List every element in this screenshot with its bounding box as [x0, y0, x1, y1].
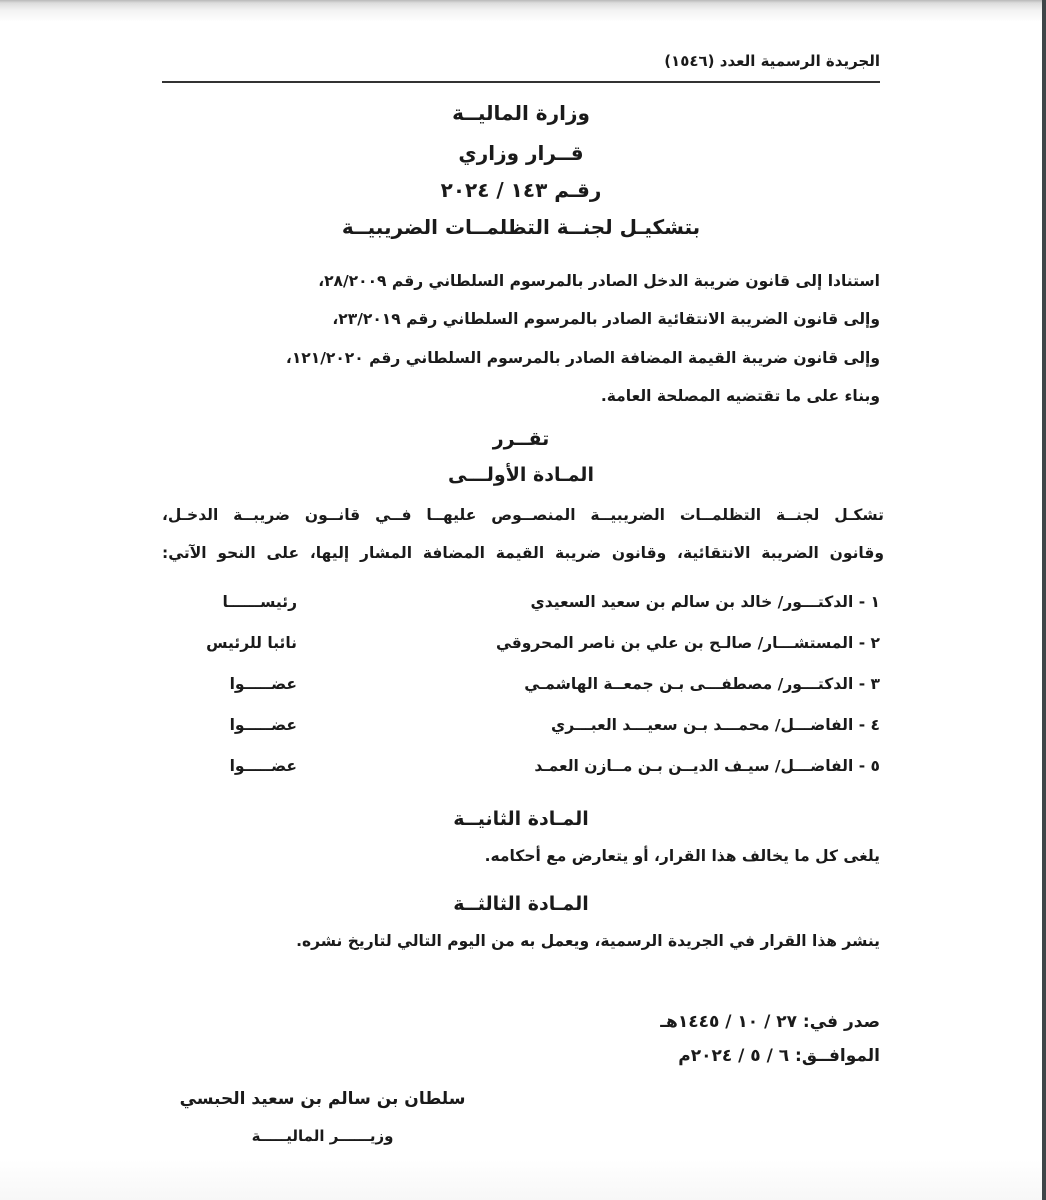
- member-name: ٥ - الفاضـــل/ سيـف الديــن بـن مــازن العمـد: [534, 757, 880, 775]
- signatory-title: وزيــــــر الماليـــــة: [251, 1127, 394, 1145]
- member-name: ١ - الدكتـــور/ خالد بن سالم بن سعيد السعيدي: [530, 593, 880, 611]
- decision-subject: بتشكيـل لجنــة التظلمــات الضريبيــة: [341, 215, 701, 239]
- decision-type: قــرار وزاري: [458, 141, 584, 165]
- article-2-text: يلغى كل ما يخالف هذا القرار، أو يتعارض مع أحكامه.: [484, 847, 880, 865]
- header-divider: [162, 81, 880, 83]
- article-1-title: المـادة الأولـــى: [448, 464, 594, 486]
- decides-heading: تقــرر: [492, 428, 550, 450]
- member-role: رئيســــــا: [222, 593, 297, 611]
- article-3-title: المـادة الثالثــة: [453, 893, 589, 915]
- article-3-text: ينشر هذا القرار في الجريدة الرسمية، ويعمل به من اليوم التالي لتاريخ نشره.: [296, 932, 880, 950]
- decision-number: رقـم ١٤٣ / ٢٠٢٤: [440, 178, 602, 202]
- preamble-line: استنادا إلى قانون ضريبة الدخل الصادر بالمرسوم السلطاني رقم ٢٨/٢٠٠٩،: [318, 272, 880, 290]
- preamble-line: وإلى قانون الضريبة الانتقائية الصادر بالمرسوم السلطاني رقم ٢٣/٢٠١٩،: [332, 310, 880, 328]
- ministry-title: وزارة الماليــة: [452, 101, 590, 125]
- member-name: ٤ - الفاضـــل/ محمـــد بـن سعيـــد العبـــري: [551, 716, 880, 734]
- issued-date-hijri: صدر في: ٢٧ / ١٠ / ١٤٤٥هـ: [660, 1012, 880, 1032]
- member-role: نائبا للرئيس: [206, 634, 297, 652]
- scrollbar-track[interactable]: [1042, 0, 1046, 1200]
- article-1-text: وقانون الضريبة الانتقائية، وقانون ضريبة القيمة المضافة المشار إليها، على النحو الآتي:: [162, 544, 884, 562]
- gazette-header: الجريدة الرسمية العدد (١٥٤٦): [664, 52, 880, 70]
- preamble-line: وبناء على ما تقتضيه المصلحة العامة.: [600, 387, 880, 405]
- article-1-text: تشكـل لجنــة التظلمــات الضريبيــة المنصــوص عليهــا فــي قانــون ضريبــة الدخـل،: [162, 506, 884, 524]
- issued-date-gregorian: الموافــق: ٦ / ٥ / ٢٠٢٤م: [678, 1046, 880, 1066]
- member-role: عضـــــوا: [229, 675, 297, 693]
- article-2-title: المـادة الثانيــة: [453, 808, 589, 830]
- member-role: عضـــــوا: [229, 757, 297, 775]
- member-role: عضـــــوا: [229, 716, 297, 734]
- member-name: ٣ - الدكتـــور/ مصطفـــى بـن جمعــة الهاشمـي: [524, 675, 880, 693]
- preamble-line: وإلى قانون ضريبة القيمة المضافة الصادر بالمرسوم السلطاني رقم ١٢١/٢٠٢٠،: [285, 349, 880, 367]
- member-name: ٢ - المستشـــار/ صالـح بن علي بن ناصر المحروقي: [495, 634, 880, 652]
- signatory-name: سلطان بن سالم بن سعيد الحبسي: [179, 1089, 466, 1109]
